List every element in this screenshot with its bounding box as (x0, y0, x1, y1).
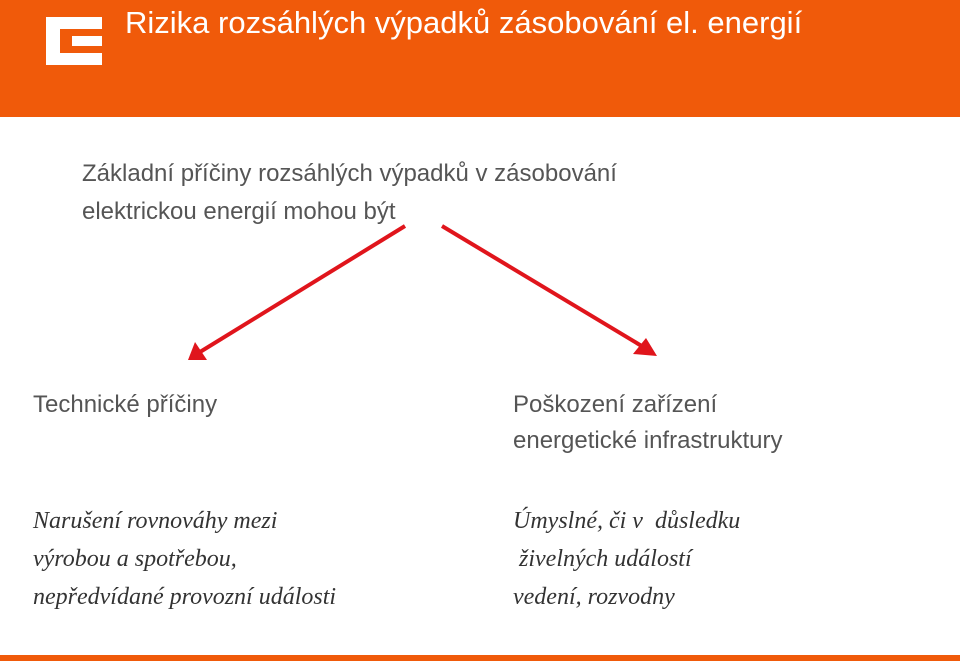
left-body-line-2: výrobou a spotřebou, (33, 546, 237, 572)
right-body-line-2: živelných událostí (513, 546, 692, 572)
arrow-left (200, 226, 405, 352)
left-body-line-1: Narušení rovnováhy mezi (33, 508, 278, 534)
left-body (33, 502, 336, 616)
page-title: Rizika rozsáhlých výpadků zásobování el. energií (125, 5, 803, 40)
intro-line-1: Základní příčiny rozsáhlých výpadků v zásobování (82, 160, 617, 187)
right-heading (513, 387, 782, 459)
right-body-line-1: Úmyslné, či v důsledku (513, 508, 741, 534)
arrow-right (442, 226, 645, 348)
right-heading-line-2: energetické infrastruktury (513, 427, 783, 454)
right-body (513, 502, 740, 616)
right-heading-line-1: Poškození zařízení (513, 391, 718, 418)
footer-line (0, 655, 960, 661)
right-body-line-3: vedení, rozvodny (513, 584, 675, 610)
left-body-line-3: nepředvídané provozní události (33, 584, 337, 610)
left-heading: Technické příčiny (33, 391, 218, 418)
intro-line-2: elektrickou energií mohou být (82, 198, 396, 225)
